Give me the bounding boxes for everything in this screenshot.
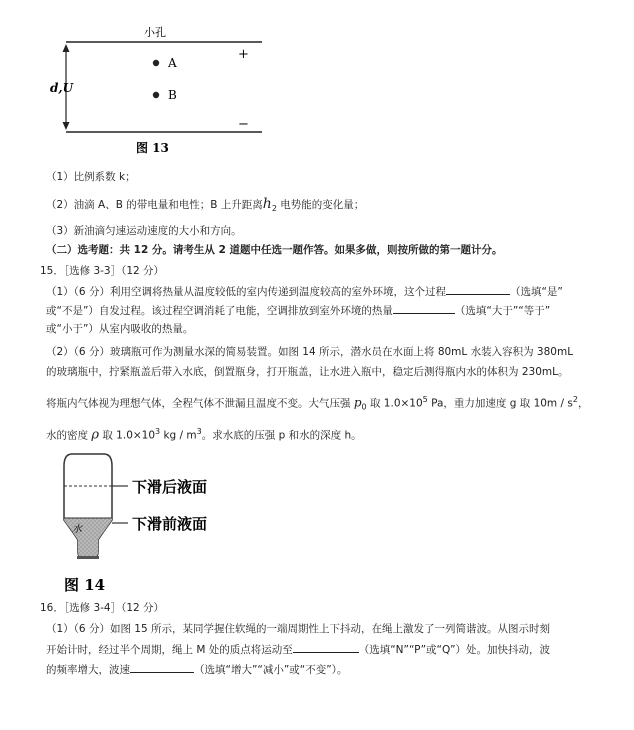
water-char: 水 <box>72 524 82 535</box>
q16-p2-tail: （选填“N”“P”或“Q”）处。加快抖动，波 <box>358 644 551 656</box>
rho-symbol: ρ <box>91 427 99 443</box>
gravity-exponent: 2 <box>572 395 578 404</box>
q16-p3-tail: （选填“增大”“减小”或“不变”）。 <box>194 664 348 676</box>
pressure-value: 取 1.0×10 <box>366 397 423 410</box>
q-part1: （1）比例系数 k； <box>46 171 136 183</box>
figure-13 <box>40 18 280 168</box>
q16-p2-text: 开始计时，经过半个周期，绳上 M 处的质点将运动至 <box>46 644 293 656</box>
q15-p7 <box>46 425 362 443</box>
label-before: 下滑前液面 <box>132 515 208 533</box>
q16-p3-text: 的频率增大，波速 <box>46 664 130 676</box>
q15-p3: 或“小于”）从室内吸收的热量。 <box>46 323 194 335</box>
label-after: 下滑后液面 <box>132 478 208 496</box>
q15-title: 15．［选修 3-3］（12 分） <box>40 265 165 277</box>
section-heading: （二）选考题：共 12 分。请考生从 2 道题中任选一题作答。如果多做，则按所做的第一题计分。 <box>46 244 503 256</box>
side-label: d,U <box>50 81 74 95</box>
q-part2-text: （2）油滴 A、B 的带电量和电性；B 上升距离 <box>46 199 263 211</box>
q-part2-tail: 电势能的变化量； <box>276 199 365 211</box>
gravity-text: Pa，重力加速度 g 取 10m / s <box>427 397 573 410</box>
q16-p3 <box>46 662 347 677</box>
figure-14-caption: 图 14 <box>64 576 106 594</box>
answer-blank-3[interactable] <box>293 642 359 653</box>
q15-p5: 的玻璃瓶中，拧紧瓶盖后带入水底，倒置瓶身，打开瓶盖，让水进入瓶中，稳定后测得瓶内水的体积为 230mL。 <box>46 366 569 378</box>
minus-sign: − <box>238 117 249 132</box>
answer-blank-2[interactable] <box>393 303 455 314</box>
q15-p1-text: （1）（6 分）利用空调将热量从温度较低的室内传递到温度较高的室外环境，这个过程 <box>46 286 446 298</box>
answer-blank-4[interactable] <box>130 662 194 673</box>
density-value: 取 1.0×10 <box>99 429 156 442</box>
label-b: B <box>168 88 177 102</box>
bottle-cap-edge <box>77 556 99 559</box>
q15-p1-tail: （选填“是” <box>509 286 563 298</box>
q16-title: 16．［选修 3-4］（12 分） <box>40 602 165 614</box>
arrow-head-down <box>63 122 70 130</box>
q15-p7-text: 水的密度 <box>46 429 92 442</box>
q15-p6-text: 将瓶内气体视为理想气体，全程气体不泄漏且温度不变。大气压强 <box>46 397 354 410</box>
q15-p4: （2）（6 分）玻璃瓶可作为测量水深的简易装置。如图 14 所示，潜水员在水面上将 80mL 水装入容积为 380mL <box>46 346 574 358</box>
density-unit: kg / m <box>160 429 197 442</box>
answer-blank-1[interactable] <box>446 284 510 295</box>
density-exponent: 3 <box>155 427 161 436</box>
q16-p1: （1）（6 分）如图 15 所示，某同学握住软绳的一端周期性上下抖动，在绳上激发了一列简谐波。从图示时刻 <box>46 623 550 635</box>
arrow-head-up <box>63 44 70 52</box>
label-a: A <box>168 56 177 70</box>
h2-symbol: h <box>262 196 272 212</box>
q15-p2-text: 或“不是”）自发过程。该过程空调消耗了电能，空调排放到室外环境的热量 <box>46 305 393 317</box>
p0-symbol: p <box>353 395 362 410</box>
density-unit-exponent: 3 <box>196 427 202 436</box>
p0-subscript: 0 <box>361 402 367 412</box>
q15-p1 <box>46 284 563 299</box>
q-part2 <box>46 197 364 216</box>
q-part3: （3）新油滴匀速运动速度的大小和方向。 <box>46 225 242 237</box>
q15-p2 <box>46 303 550 318</box>
plus-sign: + <box>238 47 249 62</box>
pressure-exponent: 5 <box>422 395 428 404</box>
q16-p2 <box>46 642 550 657</box>
figure-13-caption: 图 13 <box>136 141 169 155</box>
figure-14 <box>50 444 250 600</box>
h2-subscript: 2 <box>271 204 277 214</box>
droplet-b <box>153 92 159 98</box>
q15-p2-tail: （选填“大于”“等于” <box>454 305 551 317</box>
q15-p7-tail: 。求水底的压强 p 和水的深度 h。 <box>201 429 362 442</box>
q15-p6 <box>46 393 588 415</box>
hole-label: 小孔 <box>144 26 166 39</box>
droplet-a <box>153 60 159 66</box>
q15-p6-tail: ， <box>577 397 589 410</box>
